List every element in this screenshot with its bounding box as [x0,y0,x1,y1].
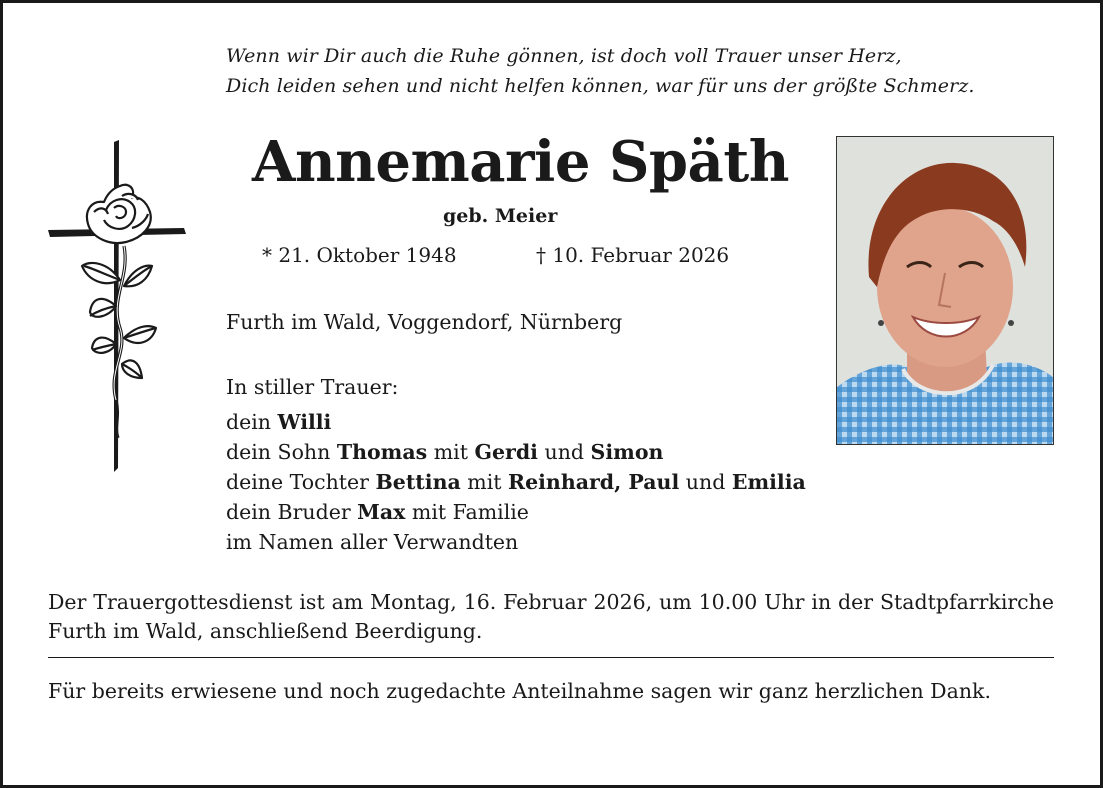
poem-line-1: Wenn wir Dir auch die Ruhe gönnen, ist doch voll Trauer unser Herz, [226,45,902,67]
maiden-name: geb. Meier [443,205,558,227]
deceased-name: Annemarie Späth [252,129,789,195]
death-date: † 10. Februar 2026 [536,243,730,267]
places: Furth im Wald, Voggendorf, Nürnberg [226,310,623,334]
mourners-intro: In stiller Trauer: [226,375,399,399]
thanks-notice: Für bereits erwiesene und noch zugedachte Anteilnahme sagen wir ganz herzlichen Dank. [48,679,991,703]
mourner-relatives: im Namen aller Verwandten [226,530,519,554]
mourner-daughter: deine Tochter Bettina mit Reinhard, Paul und Emilia [226,470,806,494]
portrait-photo [836,136,1054,445]
mourners-list [226,407,806,557]
service-notice: Der Trauergottesdienst ist am Montag, 16. Februar 2026, um 10.00 Uhr in der Stadtpfarrkirche Furth im Wald, anschließend Beerdigung. [48,590,1054,643]
divider-line [48,657,1054,658]
cross-with-rose-icon [44,138,190,474]
mourner-brother: dein Bruder Max mit Familie [226,500,529,524]
mourner-husband: dein Willi [226,410,332,434]
birth-date: * 21. Oktober 1948 [262,243,457,267]
poem-line-2: Dich leiden sehen und nicht helfen können, war für uns der größte Schmerz. [226,75,975,97]
mourner-son: dein Sohn Thomas mit Gerdi und Simon [226,440,664,464]
